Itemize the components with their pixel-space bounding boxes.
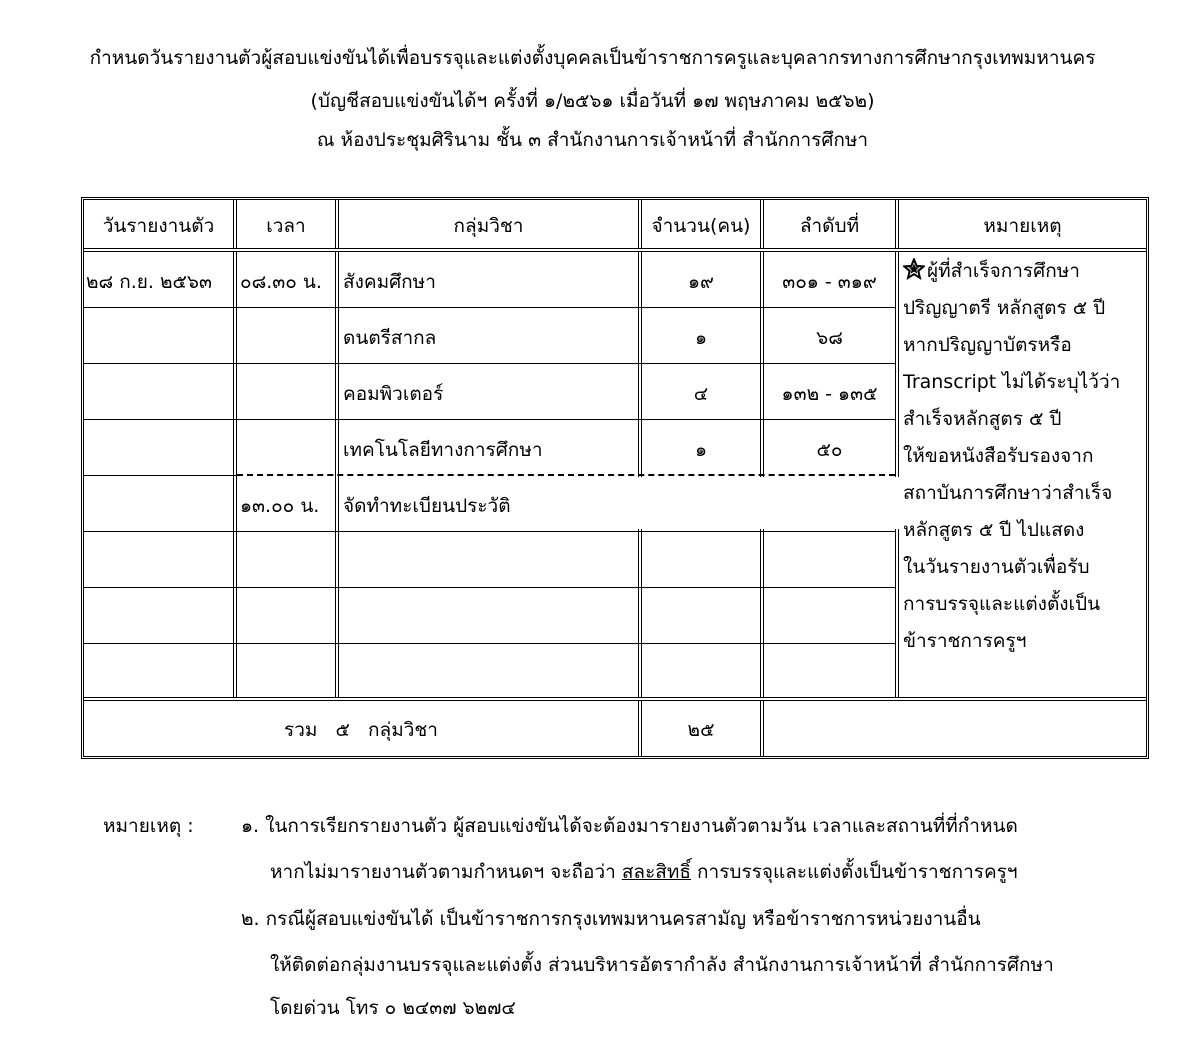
- order-cell: ๑๓๒ - ๑๓๕: [781, 383, 878, 405]
- notes-label: หมายเหตุ :: [103, 815, 194, 837]
- subject-cell: คอมพิวเตอร์: [343, 383, 444, 405]
- note-1-line-1: ๑. ในการเรียกรายงานตัว ผู้สอบแข่งขันได้จะต้องมารายงานตัวตามวัน เวลาและสถานที่ที่กำหนด: [241, 815, 1018, 837]
- time-cell-afternoon: ๑๓.๐๐ น.: [240, 495, 320, 517]
- forfeit-term: สละสิทธิ์: [621, 861, 691, 883]
- count-cell: ๔: [693, 383, 709, 405]
- remark-line: สำเร็จหลักสูตร ๕ ปี: [903, 408, 1062, 430]
- count-cell: ๑๙: [688, 271, 714, 293]
- document-title: กำหนดวันรายงานตัวผู้สอบแข่งขันได้เพื่อบรรจุและแต่งตั้งบุคคลเป็นข้าราชการครูและบุคลากรทางการศึกษากรุงเทพมหานคร: [89, 47, 1096, 69]
- order-cell: ๖๘: [816, 327, 843, 349]
- note-1-text: หากไม่มารายงานตัวตามกำหนดฯ จะถือว่า: [270, 861, 622, 883]
- remark-line: หากปริญญาบัตรหรือ: [903, 334, 1072, 356]
- column-header-subject: กลุ่มวิชา: [453, 215, 524, 237]
- subject-cell: ดนตรีสากล: [343, 327, 437, 349]
- column-header-remark: หมายเหตุ: [983, 215, 1062, 237]
- remark-line: การบรรจุและแต่งตั้งเป็น: [903, 593, 1101, 615]
- column-header-count: จำนวน(คน): [651, 215, 751, 237]
- remark-line: ผู้ที่สำเร็จการศึกษา: [927, 260, 1080, 282]
- subject-cell: สังคมศึกษา: [343, 271, 436, 293]
- schedule-table: [81, 197, 1149, 759]
- count-cell: ๑: [694, 327, 708, 349]
- remark-line: สถาบันการศึกษาว่าสำเร็จ: [903, 482, 1113, 504]
- afternoon-activity-cell: จัดทำทะเบียนประวัติ: [343, 495, 511, 517]
- note-1-line-2: [270, 860, 1018, 884]
- note-1-text-end: การบรรจุและแต่งตั้งเป็นข้าราชการครูฯ: [691, 861, 1018, 883]
- remark-line: หลักสูตร ๕ ปี ไปแสดง: [903, 519, 1085, 541]
- order-cell: ๓๐๑ - ๓๑๙: [782, 271, 877, 293]
- document-location: ณ ห้องประชุมศิรินาม ชั้น ๓ สำนักงานการเจ้าหน้าที่ สำนักการศึกษา: [316, 129, 869, 151]
- time-cell-morning: ๐๘.๓๐ น.: [240, 271, 322, 293]
- column-header-time: เวลา: [266, 215, 306, 237]
- document-subtitle: (บัญชีสอบแข่งขันได้ฯ ครั้งที่ ๑/๒๕๖๑ เมื่อวันที่ ๑๗ พฤษภาคม ๒๕๖๒): [310, 90, 875, 112]
- column-header-report-date: วันรายงานตัว: [102, 215, 215, 237]
- remark-line: ปริญญาตรี หลักสูตร ๕ ปี: [903, 297, 1106, 319]
- remark-cell: [903, 253, 1120, 660]
- remark-line: ข้าราชการครูฯ: [903, 630, 1027, 652]
- remark-line: ในวันรายงานตัวเพื่อรับ: [903, 556, 1090, 578]
- column-header-order: ลำดับที่: [799, 215, 860, 237]
- star-icon: [903, 258, 925, 280]
- remark-line: Transcript ไม่ได้ระบุไว้ว่า: [903, 371, 1121, 393]
- order-cell: ๕๐: [816, 439, 843, 461]
- note-2-line-1: ๒. กรณีผู้สอบแข่งขันได้ เป็นข้าราชการกรุงเทพมหานครสามัญ หรือข้าราชการหน่วยงานอื่น: [241, 908, 981, 930]
- remark-line: ให้ขอหนังสือรับรองจาก: [903, 445, 1094, 467]
- note-2-line-2: ให้ติดต่อกลุ่มงานบรรจุและแต่งตั้ง ส่วนบริหารอัตรากำลัง สำนักงานการเจ้าหน้าที่ สำนักการศึกษา: [270, 954, 1054, 976]
- report-date-cell: ๒๘ ก.ย. ๒๕๖๓: [86, 271, 212, 293]
- total-count: ๒๕: [687, 719, 715, 741]
- subject-cell: เทคโนโลยีทางการศึกษา: [343, 439, 543, 461]
- total-label: รวม ๕ กลุ่มวิชา: [284, 719, 438, 741]
- note-2-line-3: โดยด่วน โทร ๐ ๒๔๓๗ ๖๒๗๔: [270, 997, 516, 1019]
- count-cell: ๑: [694, 439, 708, 461]
